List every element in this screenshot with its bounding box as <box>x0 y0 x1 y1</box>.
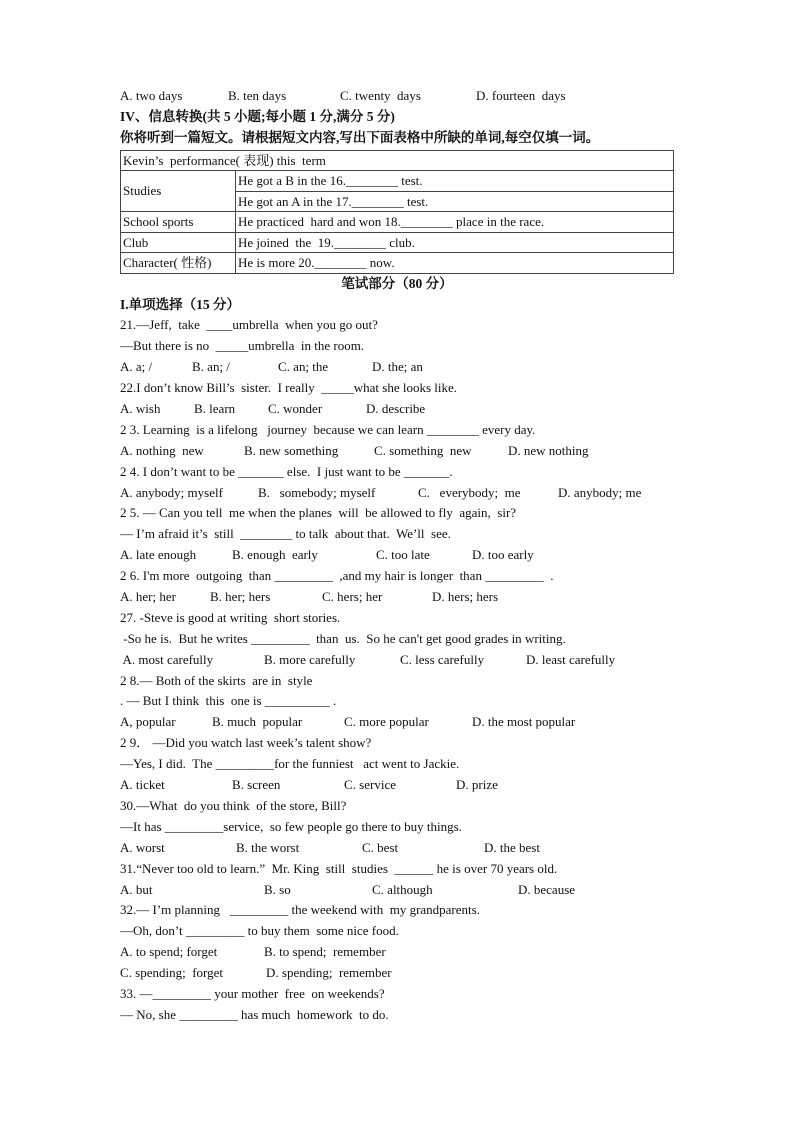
row-cell: He got an A in the 17.________ test. <box>236 191 674 212</box>
answer-options <box>120 545 680 566</box>
answer-options <box>120 712 680 733</box>
answer-option: C. everybody; me <box>418 484 521 500</box>
answer-option: C. too late <box>376 547 430 563</box>
answer-option: B. learn <box>194 401 236 417</box>
answer-option: B. an; / <box>192 359 230 375</box>
question-text: 32.— I’m planning _________ the weekend with my grandparents. <box>120 902 480 918</box>
answer-options <box>120 775 680 796</box>
question-block <box>120 900 680 963</box>
answer-option: D. prize <box>456 777 498 793</box>
answer-option: A. worst <box>120 839 165 855</box>
question-text: 27. -Steve is good at writing short stories. <box>120 609 341 625</box>
answer-options <box>120 838 680 859</box>
answer-options <box>120 399 680 420</box>
answer-option: A. but <box>120 881 153 897</box>
answer-option: B. screen <box>232 777 281 793</box>
answer-option: D. too early <box>472 547 534 563</box>
question-text: — I’m afraid it’s still ________ to talk about that. We’ll see. <box>120 526 451 542</box>
answer-option: C. although <box>372 881 433 897</box>
answer-option: D. the best <box>484 839 540 855</box>
section4-instruction: 你将听到一篇短文。请根据短文内容,写出下面表格中所缺的单词,每空仅填一词。 <box>120 129 600 145</box>
question-text: 2 6. I'm more outgoing than _________ ,and my hair is longer than _________ . <box>120 568 554 584</box>
question-text: 30.—What do you think of the store, Bill? <box>120 797 347 813</box>
row-cell: He joined the 19.________ club. <box>236 232 674 253</box>
answer-option: A. nothing new <box>120 442 204 458</box>
answer-option: A. ticket <box>120 777 165 793</box>
table-header: Kevin’s performance( 表现) this term <box>121 150 674 171</box>
option-c: C. twenty days <box>340 88 421 103</box>
row-label-character: Character( 性格) <box>121 253 236 274</box>
answer-option: B. enough early <box>232 547 318 563</box>
answer-option: D. the most popular <box>472 714 576 730</box>
question-text: 2 5. — Can you tell me when the planes will be allowed to fly again, sir? <box>120 505 517 521</box>
answer-options <box>120 942 680 963</box>
answer-options <box>120 587 680 608</box>
answer-option: D. anybody; me <box>558 484 642 500</box>
info-table <box>120 150 674 274</box>
answer-option: D. hers; hers <box>432 589 499 605</box>
question-text: 2 3. Learning is a lifelong journey because we can learn ________ every day. <box>120 421 536 437</box>
answer-options <box>120 880 680 901</box>
row-cell: He is more 20.________ now. <box>236 253 674 274</box>
question-text: 22.I don’t know Bill’s sister. I really _____what she looks like. <box>120 380 458 396</box>
question-list <box>120 315 680 1025</box>
answer-option: D. least carefully <box>526 651 616 667</box>
answer-option: B. so <box>264 881 291 897</box>
answer-option: C. best <box>362 839 399 855</box>
answer-option: A. a; / <box>120 359 153 375</box>
answer-option: A. wish <box>120 401 161 417</box>
answer-option: C. hers; her <box>322 589 383 605</box>
question-block <box>120 315 680 378</box>
answer-option: C. spending; forget <box>120 965 224 981</box>
section4-title: IV、信息转换(共 5 小题;每小题 1 分,满分 5 分) <box>120 108 395 124</box>
question-block <box>120 608 680 671</box>
question-text: 2 8.— Both of the skirts are in style <box>120 672 313 688</box>
answer-option: D. because <box>518 881 576 897</box>
question-text: —Oh, don’t _________ to buy them some nice food. <box>120 923 399 939</box>
answer-option: A, popular <box>120 714 176 730</box>
row-label-club: Club <box>121 232 236 253</box>
question-block <box>120 671 680 734</box>
question-text: 2 4. I don’t want to be _______ else. I just want to be _______. <box>120 463 453 479</box>
option-d: D. fourteen days <box>476 88 566 103</box>
question-block <box>120 796 680 859</box>
answer-option: A. late enough <box>120 547 197 563</box>
answer-option: A. to spend; forget <box>120 944 218 960</box>
option-b: B. ten days <box>228 88 287 103</box>
answer-option: D. spending; remember <box>266 965 392 981</box>
answer-option: B. much popular <box>212 714 303 730</box>
answer-option: A. her; her <box>120 589 176 605</box>
section1-title: I.单项选择（15 分） <box>120 296 241 312</box>
answer-options <box>120 650 680 671</box>
answer-option: C. wonder <box>268 401 323 417</box>
question-block <box>120 378 680 420</box>
answer-option: D. the; an <box>372 359 423 375</box>
question-text: 33. —_________ your mother free on weekends? <box>120 985 385 1001</box>
question-text: . — But I think this one is __________ . <box>120 693 337 709</box>
row-label-studies: Studies <box>121 171 236 212</box>
table-row <box>121 253 674 274</box>
question-block <box>120 566 680 608</box>
question-block <box>120 503 680 566</box>
row-cell: He got a B in the 16.________ test. <box>236 171 674 192</box>
answer-option: B. new something <box>244 442 339 458</box>
written-part-title: 笔试部分（80 分） <box>341 275 453 291</box>
question-text: —Yes, I did. The _________for the funniest act went to Jackie. <box>120 756 460 772</box>
question-text: —But there is no _____umbrella in the room. <box>120 338 365 354</box>
answer-option: A. anybody; myself <box>120 484 223 500</box>
answer-option: C. more popular <box>344 714 429 730</box>
answer-options <box>120 441 680 462</box>
answer-option: A. most carefully <box>120 651 214 667</box>
answer-option: B. more carefully <box>264 651 356 667</box>
question-text: 31.“Never too old to learn.” Mr. King still studies ______ he is over 70 years old. <box>120 860 558 876</box>
answer-option: C. something new <box>374 442 472 458</box>
exam-page <box>120 86 680 1026</box>
answer-option: B. somebody; myself <box>258 484 376 500</box>
question-block <box>120 859 680 901</box>
answer-option: B. her; hers <box>210 589 271 605</box>
question-text: —It has _________service, so few people go there to buy things. <box>120 818 462 834</box>
table-row <box>121 232 674 253</box>
question-text: 21.—Jeff, take ____umbrella when you go out? <box>120 317 378 333</box>
table-header-row <box>121 150 674 171</box>
answer-option: C. an; the <box>278 359 329 375</box>
question-block <box>120 733 680 796</box>
table-row <box>121 212 674 233</box>
answer-option: D. describe <box>366 401 426 417</box>
answer-option: D. new nothing <box>508 442 589 458</box>
answer-options <box>120 357 680 378</box>
table-row <box>121 171 674 192</box>
answer-options <box>120 963 680 984</box>
answer-option: B. the worst <box>236 839 300 855</box>
question-text: -So he is. But he writes _________ than us. So he can't get good grades in writing. <box>120 630 566 646</box>
listening-options <box>120 86 680 107</box>
answer-options <box>120 483 680 504</box>
row-label-sports: School sports <box>121 212 236 233</box>
question-text: — No, she _________ has much homework to do. <box>120 1006 389 1022</box>
answer-option: C. service <box>344 777 396 793</box>
question-block <box>120 984 680 1026</box>
question-block <box>120 420 680 462</box>
question-text: 2 9． —Did you watch last week’s talent show? <box>120 735 372 751</box>
option-a: A. two days <box>120 88 183 103</box>
answer-option: C. less carefully <box>400 651 485 667</box>
question-block <box>120 963 680 984</box>
answer-option: B. to spend; remember <box>264 944 386 960</box>
question-block <box>120 462 680 504</box>
row-cell: He practiced hard and won 18.________ place in the race. <box>236 212 674 233</box>
